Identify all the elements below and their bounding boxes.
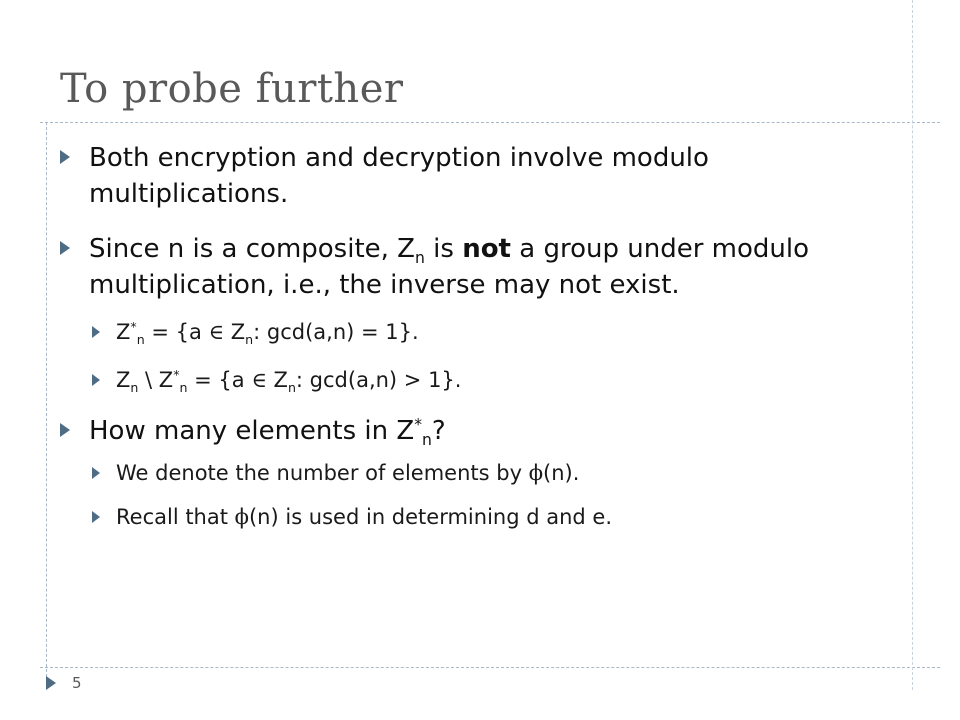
bullet-triangle-icon bbox=[60, 423, 70, 437]
sub-bullet-text bbox=[116, 318, 916, 346]
page-number: 5 bbox=[72, 674, 82, 692]
superscript: * bbox=[130, 319, 137, 334]
text-fragment: Z bbox=[266, 368, 288, 392]
text-fragment: Z bbox=[116, 368, 131, 392]
subscript: n bbox=[414, 249, 425, 268]
sub-bullet-triangle-icon bbox=[92, 467, 100, 479]
text-fragment: How many elements in Z bbox=[89, 416, 415, 446]
sub-bullet-text bbox=[116, 459, 916, 487]
sub-bullet-triangle-icon bbox=[92, 511, 100, 523]
text-fragment: Z bbox=[224, 320, 246, 344]
bullet-text bbox=[89, 140, 919, 212]
subscript: n bbox=[421, 431, 432, 450]
text-fragment: Recall that bbox=[116, 505, 235, 529]
sub-bullet-triangle-icon bbox=[92, 374, 100, 386]
sub-bullet-text bbox=[116, 503, 916, 531]
bullet-text bbox=[89, 413, 919, 449]
sub-bullet-text bbox=[116, 366, 916, 394]
text-fragment: is bbox=[424, 234, 463, 264]
left-rule bbox=[46, 122, 47, 682]
superscript: * bbox=[414, 415, 422, 434]
text-fragment: Since n is a composite, Z bbox=[89, 234, 415, 264]
bullet-text bbox=[89, 231, 919, 303]
footer-triangle-icon bbox=[46, 676, 56, 690]
element-of-symbol: ∈ bbox=[251, 368, 267, 392]
subscript: n bbox=[245, 332, 254, 348]
text-fragment: a group under modulo bbox=[511, 234, 809, 264]
text-fragment: = {a bbox=[144, 320, 209, 344]
bullet-line: multiplication, i.e., the inverse may not exist. bbox=[89, 270, 680, 300]
bullet-triangle-icon bbox=[60, 150, 70, 164]
bottom-rule bbox=[40, 667, 940, 668]
subscript: n bbox=[179, 380, 188, 396]
bold-text: not bbox=[462, 234, 511, 264]
bullet-line: Both encryption and decryption involve modulo bbox=[89, 143, 709, 173]
bullet-line: multiplications. bbox=[89, 179, 289, 209]
text-fragment: : gcd(a,n) > 1}. bbox=[295, 368, 462, 392]
subscript: n bbox=[287, 380, 296, 396]
text-fragment: ? bbox=[431, 416, 446, 446]
sub-bullet-triangle-icon bbox=[92, 326, 100, 338]
element-of-symbol: ∈ bbox=[208, 320, 225, 344]
bullet-triangle-icon bbox=[60, 241, 70, 255]
phi-symbol: ϕ bbox=[234, 505, 249, 529]
subscript: n bbox=[130, 380, 139, 396]
subscript: n bbox=[136, 332, 145, 348]
text-fragment: : gcd(a,n) = 1}. bbox=[253, 320, 419, 344]
text-fragment: We denote the number of elements by bbox=[116, 461, 529, 485]
superscript: * bbox=[173, 367, 180, 382]
text-fragment: Z bbox=[116, 320, 131, 344]
top-rule bbox=[40, 122, 940, 123]
slide-title: To probe further bbox=[60, 66, 404, 112]
phi-symbol: ϕ bbox=[528, 461, 544, 485]
text-fragment: \ Z bbox=[138, 368, 174, 392]
text-fragment: (n). bbox=[543, 461, 580, 485]
text-fragment: = {a bbox=[187, 368, 252, 392]
text-fragment: (n) is used in determining d and e. bbox=[248, 505, 613, 529]
